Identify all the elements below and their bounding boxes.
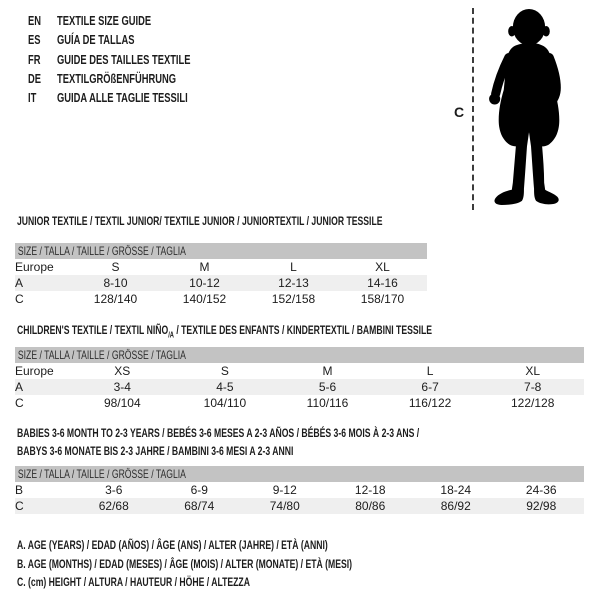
language-code: ES — [28, 32, 41, 48]
data-cell: 98/104 — [103, 396, 141, 410]
babies-table-title: BABIES 3-6 MONTH TO 2-3 YEARS / BEBÉS 3-6 MESES A 2-3 AÑOS / BÉBÉS 3-6 MOIS À 2-3 ANS / BABYS 3-6 MONATE BIS 2-3 JAHRE / BAMBINI 3-6 MESI A 2-3 ANNI — [17, 426, 420, 458]
data-cell: 80/86 — [355, 499, 386, 513]
height-dashed-line — [472, 8, 474, 210]
table-row — [15, 379, 584, 395]
data-cell: 4-5 — [216, 380, 234, 394]
language-label: TEXTILGRÖßENFÜHRUNG — [57, 71, 177, 87]
data-cell: M — [199, 260, 210, 274]
language-label: GUÍA DE TALLAS — [57, 32, 135, 48]
data-cell: 7-8 — [524, 380, 542, 394]
table-row — [15, 291, 427, 307]
table-row — [15, 498, 584, 514]
table-header-label: SIZE / TALLA / TAILLE / GRÖSSE / TAGLIA — [17, 244, 186, 258]
row-label-cell: C — [15, 292, 24, 306]
table-header — [15, 466, 584, 482]
children-table — [15, 347, 584, 411]
row-label-cell: A — [15, 276, 24, 290]
data-cell: 10-12 — [189, 276, 220, 290]
table-header-label: SIZE / TALLA / TAILLE / GRÖSSE / TAGLIA — [17, 348, 186, 362]
data-cell: 3-4 — [113, 380, 131, 394]
height-label: C — [454, 104, 465, 120]
footnote-c: C. (cm) HEIGHT / ALTURA / HAUTEUR / HÖHE / ALTEZZA — [17, 574, 250, 589]
table-header — [15, 347, 584, 363]
height-figure — [450, 5, 590, 215]
data-cell: 74/80 — [269, 499, 300, 513]
data-cell: XL — [525, 364, 541, 378]
data-cell: 8-10 — [103, 276, 128, 290]
row-label-cell: Europe — [15, 260, 54, 274]
data-cell: 122/128 — [510, 396, 555, 410]
data-cell: S — [220, 364, 229, 378]
data-cell: 9-12 — [272, 483, 297, 497]
language-row-en — [28, 11, 242, 30]
table-header-label: SIZE / TALLA / TAILLE / GRÖSSE / TAGLIA — [17, 467, 186, 481]
data-cell: 5-6 — [318, 380, 337, 394]
data-cell: 3-6 — [105, 483, 123, 497]
table-row — [15, 363, 584, 379]
data-cell: 104/110 — [203, 396, 247, 410]
data-cell: 12-18 — [354, 483, 386, 497]
data-cell: L — [426, 364, 434, 378]
table-row — [15, 482, 584, 498]
row-label-cell: B — [15, 483, 24, 497]
data-cell: 68/74 — [184, 499, 215, 513]
language-code: IT — [28, 90, 37, 106]
data-cell: 92/98 — [526, 499, 557, 513]
footnote-a: A. AGE (YEARS) / EDAD (AÑOS) / ÂGE (ANS) / ALTER (JAHRE) / ETÀ (ANNI) — [17, 538, 328, 553]
babies-table — [15, 466, 584, 514]
data-cell: 140/152 — [182, 292, 227, 306]
row-label-cell: C — [15, 499, 24, 513]
footnotes — [17, 536, 482, 591]
language-row-fr — [28, 50, 242, 69]
data-cell: 158/170 — [360, 292, 405, 306]
data-cell: XS — [114, 364, 131, 378]
data-cell: L — [290, 260, 297, 274]
children-table-title: CHILDREN'S TEXTILE / TEXTIL $NIÑO_{/A}$ / TEXTILE DES ENFANTS / KINDERTEXTIL / BAMBINI TESSILE — [17, 323, 433, 340]
data-cell: 14-16 — [367, 276, 398, 290]
row-label-cell: Europe — [15, 364, 54, 378]
row-label-cell: C — [15, 396, 24, 410]
baby-silhouette-icon — [483, 7, 575, 209]
data-cell: 6-9 — [190, 483, 208, 497]
table-row — [15, 395, 584, 411]
data-cell: 152/158 — [271, 292, 316, 306]
language-label: TEXTILE SIZE GUIDE — [57, 13, 152, 29]
data-cell: 116/122 — [408, 396, 452, 410]
table-row — [15, 275, 427, 291]
data-cell: M — [322, 364, 333, 378]
language-list — [28, 11, 242, 107]
table-header — [15, 243, 427, 259]
data-cell: S — [111, 260, 120, 274]
language-label: GUIDA ALLE TAGLIE TESSILI — [57, 90, 188, 106]
language-code: DE — [28, 71, 42, 87]
language-code: EN — [28, 13, 42, 29]
title-subscript: /A — [168, 330, 174, 340]
footnote-b: B. AGE (MONTHS) / EDAD (MESES) / ÂGE (MOIS) / ALTER (MONATE) / ETÀ (MESI) — [17, 556, 353, 571]
row-label-cell: A — [15, 380, 24, 394]
data-cell: 18-24 — [440, 483, 472, 497]
data-cell: 128/140 — [93, 292, 138, 306]
data-cell: 6-7 — [421, 380, 439, 394]
language-code: FR — [28, 51, 41, 67]
data-cell: 12-13 — [278, 276, 309, 290]
table-row — [15, 259, 427, 275]
data-cell: 62/68 — [98, 499, 129, 513]
data-cell: 110/116 — [306, 396, 349, 410]
data-cell: 86/92 — [440, 499, 471, 513]
language-row-it — [28, 88, 242, 107]
junior-table — [15, 243, 427, 307]
data-cell: 24-36 — [525, 483, 557, 497]
language-label: GUIDE DES TAILLES TEXTILE — [57, 51, 191, 67]
data-cell: XL — [375, 260, 390, 274]
junior-table-title: JUNIOR TEXTILE / TEXTIL JUNIOR/ TEXTILE JUNIOR / JUNIORTEXTIL / JUNIOR TESSILE — [17, 214, 383, 228]
language-row-es — [28, 30, 242, 49]
language-row-de — [28, 69, 242, 88]
